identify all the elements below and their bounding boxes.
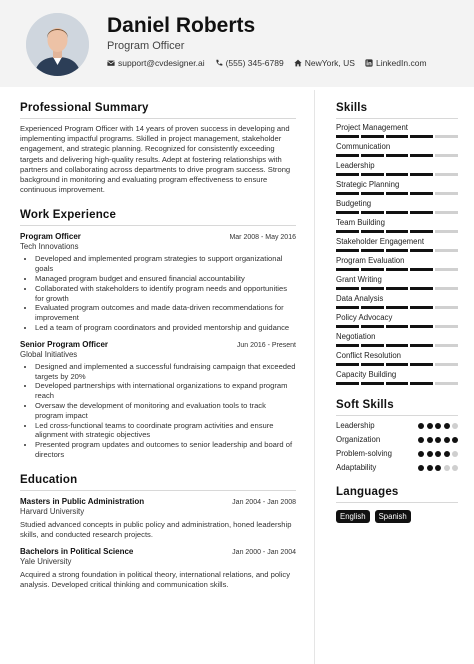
rating-dot: [418, 451, 424, 457]
skill-level-bar: [336, 211, 458, 214]
rating-dot: [444, 451, 450, 457]
skill-item: [336, 294, 458, 309]
degree-title: Bachelors in Political Science: [20, 546, 134, 556]
rating-dot: [427, 423, 433, 429]
skill-level-segment: [386, 382, 409, 385]
skill-level-segment: [435, 173, 458, 176]
skill-level-segment: [435, 306, 458, 309]
skill-level-segment: [336, 173, 359, 176]
soft-skills-heading: Soft Skills: [336, 399, 394, 411]
summary-heading: Professional Summary: [20, 102, 149, 114]
email-text: support@cvdesigner.ai: [118, 58, 205, 68]
job-bullet: • Developed partnerships with international organizations to expand program reach: [35, 381, 296, 401]
skill-item: [336, 199, 458, 214]
job-dates: Jun 2016 - Present: [236, 341, 296, 349]
skill-level-segment: [361, 344, 384, 347]
home-icon: [294, 59, 302, 67]
skill-level-segment: [386, 230, 409, 233]
school-name: Yale University: [20, 556, 72, 566]
skill-item: [336, 123, 458, 138]
skill-level-bar: [336, 268, 458, 271]
skill-level-segment: [410, 268, 433, 271]
skill-item: [336, 313, 458, 328]
skill-name: Grant Writing: [336, 275, 382, 284]
rating-dot: [427, 437, 433, 443]
skill-item: [336, 180, 458, 195]
skills-heading: Skills: [336, 102, 368, 114]
skill-level-segment: [386, 192, 409, 195]
skill-item: [336, 161, 458, 176]
rating-dot: [435, 465, 441, 471]
skill-level-segment: [410, 363, 433, 366]
skill-level-segment: [361, 363, 384, 366]
skill-level-segment: [361, 268, 384, 271]
education-dates: Jan 2000 - Jan 2004: [232, 548, 296, 556]
job-title: Program Officer: [20, 232, 81, 242]
skill-level-bar: [336, 249, 458, 252]
skill-level-segment: [410, 287, 433, 290]
skill-level-segment: [386, 173, 409, 176]
skill-item: [336, 237, 458, 252]
rating-dot: [435, 437, 441, 443]
contact-location: [294, 58, 355, 68]
skill-name: Conflict Resolution: [336, 351, 402, 360]
job-bullet: • Led a team of program coordinators and provided mentorship and guidance: [35, 323, 296, 333]
job-bullet: • Led cross-functional teams to coordinate program activities and ensure alignment with strategic objectives: [35, 421, 296, 441]
skill-level-bar: [336, 173, 458, 176]
skill-level-segment: [410, 192, 433, 195]
section-rule: [336, 502, 458, 503]
skill-name: Strategic Planning: [336, 180, 400, 189]
education-description: Studied advanced concepts in public policy and administration, honed leadership skills, and conducted research projects.: [20, 519, 292, 539]
languages-heading: Languages: [336, 486, 399, 498]
skill-level-bar: [336, 287, 458, 290]
skill-level-segment: [361, 287, 384, 290]
job-dates: Mar 2008 - May 2016: [229, 234, 296, 242]
skill-level-segment: [361, 306, 384, 309]
job-entry: [20, 232, 296, 332]
skill-level-bar: [336, 363, 458, 366]
soft-skills-section: [336, 399, 458, 472]
summary-text: Experienced Program Officer with 14 years of proven success in developing and implementing impactful programs. Skilled in project management, stakeholder engagement, and strategic planning. Recognized for consistently exceeding targets and delivering high-quality results. Adept at fostering relationships with partners and collaborating across departments to drive program success. Strong background in monitoring and evaluating program effectiveness to ensure continuous improvement.: [20, 124, 291, 195]
rating-dot: [435, 451, 441, 457]
skill-level-bar: [336, 325, 458, 328]
profile-photo: [26, 13, 89, 76]
soft-skills-list: [336, 421, 458, 472]
rating-dot: [444, 423, 450, 429]
skill-level-segment: [361, 154, 384, 157]
experience-heading: Work Experience: [20, 209, 117, 222]
education-dates: Jan 2004 - Jan 2008: [232, 498, 296, 506]
candidate-name: Daniel Roberts: [107, 14, 256, 37]
skill-item: [336, 332, 458, 347]
skill-level-segment: [361, 382, 384, 385]
job-entry: [20, 340, 296, 460]
skill-name: Team Building: [336, 218, 385, 227]
soft-skill-rating: [418, 437, 458, 443]
skill-level-segment: [410, 230, 433, 233]
skill-level-bar: [336, 192, 458, 195]
job-bullet: • Collaborated with stakeholders to identify program needs and opportunities for growth: [35, 284, 296, 304]
skill-level-segment: [410, 173, 433, 176]
job-bullet: • Oversaw the development of monitoring and evaluation tools to track program impact: [35, 401, 296, 421]
language-badge: Spanish: [375, 510, 411, 523]
skill-level-bar: [336, 135, 458, 138]
languages-list: [336, 510, 458, 523]
skill-level-segment: [410, 325, 433, 328]
skill-name: Program Evaluation: [336, 256, 405, 265]
skill-level-segment: [336, 306, 359, 309]
soft-skill-rating: [418, 451, 458, 457]
location-text: NewYork, US: [304, 58, 355, 68]
sidebar-column: [336, 102, 458, 523]
rating-dot: [452, 423, 458, 429]
skill-level-segment: [386, 154, 409, 157]
job-bullet: • Developed and implemented program strategies to support organizational goals: [35, 254, 296, 274]
skill-name: Capacity Building: [336, 370, 397, 379]
education-heading: Education: [20, 473, 78, 486]
contact-bar: [107, 58, 427, 68]
skill-level-segment: [386, 325, 409, 328]
summary-section: [20, 102, 296, 195]
skill-level-segment: [361, 192, 384, 195]
skill-level-segment: [435, 344, 458, 347]
phone-text: (555) 345-6789: [225, 58, 284, 68]
skill-level-segment: [386, 363, 409, 366]
skill-name: Negotiation: [336, 332, 376, 341]
section-rule: [336, 118, 458, 119]
skill-level-segment: [386, 287, 409, 290]
skill-item: [336, 351, 458, 366]
skill-level-segment: [435, 268, 458, 271]
rating-dot: [452, 465, 458, 471]
skill-level-segment: [336, 211, 359, 214]
skill-name: Project Management: [336, 123, 408, 132]
skill-level-segment: [435, 382, 458, 385]
education-entry: [20, 547, 296, 590]
skill-name: Communication: [336, 142, 391, 151]
soft-skill-name: Leadership: [336, 421, 375, 430]
rating-dot: [427, 465, 433, 471]
phone-icon: [215, 59, 223, 67]
soft-skill-name: Adaptability: [336, 463, 377, 472]
skill-item: [336, 142, 458, 157]
section-rule: [336, 415, 458, 416]
skill-level-segment: [336, 154, 359, 157]
candidate-title: Program Officer: [107, 40, 185, 52]
section-rule: [20, 490, 296, 491]
skill-level-segment: [386, 211, 409, 214]
job-bullet: • Designed and implemented a successful fundraising campaign that exceeded targets by 20%: [35, 362, 296, 382]
skill-level-segment: [336, 325, 359, 328]
skill-level-segment: [386, 344, 409, 347]
skill-item: [336, 256, 458, 271]
skills-list: [336, 123, 458, 385]
skill-name: Leadership: [336, 161, 375, 170]
skill-level-segment: [361, 135, 384, 138]
resume-header: [0, 0, 474, 87]
skill-level-segment: [336, 249, 359, 252]
skill-level-segment: [435, 325, 458, 328]
skill-level-segment: [361, 325, 384, 328]
job-bullet: • Managed program budget and ensured financial accountability: [35, 274, 296, 284]
skill-name: Data Analysis: [336, 294, 384, 303]
contact-linkedin[interactable]: [365, 58, 427, 68]
skill-level-segment: [435, 287, 458, 290]
skill-name: Policy Advocacy: [336, 313, 393, 322]
section-rule: [20, 225, 296, 226]
soft-skill-item: [336, 463, 458, 472]
email-icon: [107, 59, 115, 67]
rating-dot: [427, 451, 433, 457]
degree-title: Masters in Public Administration: [20, 496, 145, 506]
linkedin-text: LinkedIn.com: [375, 58, 427, 68]
rating-dot: [444, 437, 450, 443]
job-bullet: • Evaluated program outcomes and made data-driven recommendations for improvement: [35, 303, 296, 323]
skill-level-segment: [336, 230, 359, 233]
soft-skill-rating: [418, 423, 458, 429]
skill-level-segment: [336, 135, 359, 138]
section-rule: [20, 118, 296, 119]
skill-item: [336, 275, 458, 290]
skill-level-bar: [336, 230, 458, 233]
soft-skill-name: Problem-solving: [336, 449, 392, 458]
soft-skill-name: Organization: [336, 435, 381, 444]
education-entry: [20, 497, 296, 540]
skills-section: [336, 102, 458, 385]
rating-dot: [418, 423, 424, 429]
skill-level-segment: [361, 211, 384, 214]
language-badge: English: [336, 510, 370, 523]
skill-level-segment: [361, 249, 384, 252]
skill-level-segment: [435, 230, 458, 233]
skill-level-segment: [336, 192, 359, 195]
skill-level-segment: [435, 363, 458, 366]
skill-level-segment: [435, 135, 458, 138]
job-bullets: [20, 254, 296, 332]
rating-dot: [444, 465, 450, 471]
skill-level-segment: [410, 344, 433, 347]
skill-level-segment: [435, 192, 458, 195]
skill-level-segment: [336, 287, 359, 290]
skill-level-bar: [336, 306, 458, 309]
skill-level-bar: [336, 382, 458, 385]
skill-level-segment: [410, 249, 433, 252]
job-bullets: [20, 362, 296, 460]
rating-dot: [418, 465, 424, 471]
school-name: Harvard University: [20, 506, 85, 516]
skill-level-bar: [336, 344, 458, 347]
contact-email[interactable]: [107, 58, 205, 68]
skill-level-segment: [386, 249, 409, 252]
education-section: [20, 474, 296, 590]
skill-level-segment: [386, 135, 409, 138]
job-company: Global Initiatives: [20, 349, 78, 359]
skill-level-segment: [361, 173, 384, 176]
experience-section: [20, 209, 296, 459]
education-description: Acquired a strong foundation in political theory, international relations, and policy analysis. Developed critical thinking and communication skills.: [20, 569, 291, 589]
skill-level-segment: [435, 211, 458, 214]
skill-level-segment: [361, 230, 384, 233]
skill-name: Stakeholder Engagement: [336, 237, 424, 246]
linkedin-icon: [365, 59, 373, 67]
skill-level-segment: [386, 306, 409, 309]
skill-level-segment: [410, 154, 433, 157]
skill-level-bar: [336, 154, 458, 157]
skill-level-segment: [435, 249, 458, 252]
skill-level-segment: [410, 382, 433, 385]
skill-level-segment: [410, 211, 433, 214]
job-bullet: • Presented program updates and outcomes to senior leadership and board of directors: [35, 440, 296, 460]
skill-level-segment: [336, 344, 359, 347]
main-column: [20, 102, 296, 590]
soft-skill-item: [336, 435, 458, 444]
skill-item: [336, 370, 458, 385]
skill-level-segment: [410, 306, 433, 309]
rating-dot: [418, 437, 424, 443]
soft-skill-item: [336, 449, 458, 458]
skill-level-segment: [336, 363, 359, 366]
skill-level-segment: [336, 382, 359, 385]
skill-level-segment: [386, 268, 409, 271]
skill-name: Budgeting: [336, 199, 372, 208]
skill-level-segment: [435, 154, 458, 157]
skill-level-segment: [410, 135, 433, 138]
soft-skill-rating: [418, 465, 458, 471]
column-divider: [314, 90, 315, 664]
contact-phone[interactable]: [215, 58, 284, 68]
rating-dot: [452, 451, 458, 457]
skill-item: [336, 218, 458, 233]
skill-level-segment: [336, 268, 359, 271]
job-title: Senior Program Officer: [20, 339, 109, 349]
languages-section: [336, 486, 458, 523]
job-company: Tech Innovations: [20, 242, 79, 252]
soft-skill-item: [336, 421, 458, 430]
rating-dot: [435, 423, 441, 429]
rating-dot: [452, 437, 458, 443]
